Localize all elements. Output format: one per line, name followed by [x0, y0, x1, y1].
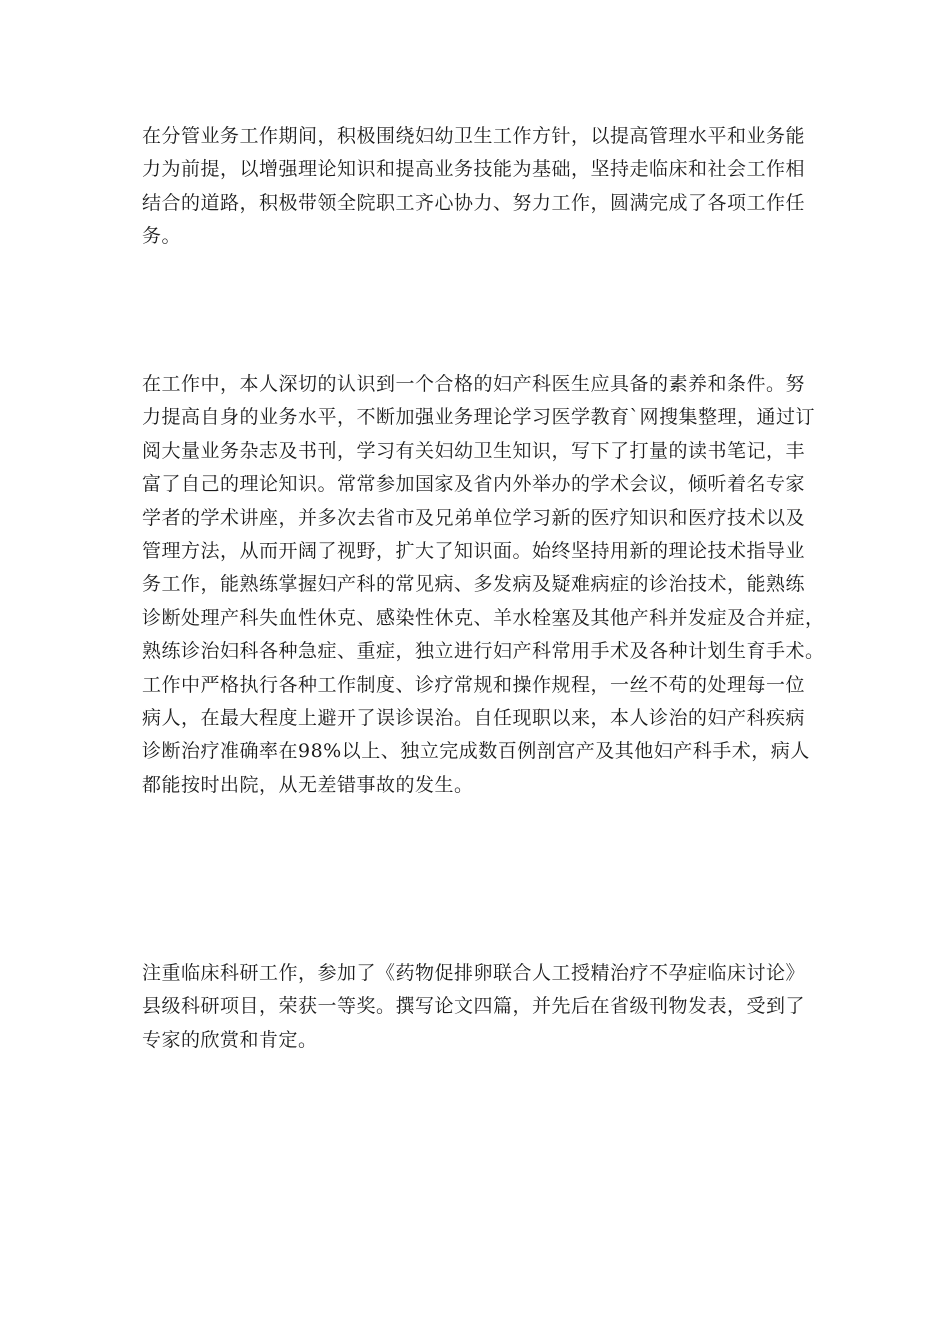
- text-line: 力为前提，以增强理论知识和提高业务技能为基础，坚持走临床和社会工作相: [142, 158, 806, 181]
- text-line: 阅大量业务杂志及书刊，学习有关妇幼卫生知识，写下了打量的读书笔记，丰: [142, 439, 806, 462]
- text-line: 诊断治疗准确率在98%以上、独立完成数百例剖宫产及其他妇产科手术，病人: [142, 740, 810, 763]
- text-line: 在工作中，本人深切的认识到一个合格的妇产科医生应具备的素养和条件。努: [142, 373, 806, 395]
- text-line: 务工作，能熟练掌握妇产科的常见病、多发病及疑难病症的诊治技术，能熟练: [142, 573, 806, 596]
- text-line: 学者的学术讲座，并多次去省市及兄弟单位学习新的医疗知识和医疗技术以及: [142, 506, 806, 529]
- text-line: 熟练诊治妇科各种急症、重症，独立进行妇产科常用手术及各种计划生育手术。: [142, 640, 825, 663]
- text-line: 都能按时出院，从无差错事故的发生。: [142, 773, 474, 796]
- paragraph-management-work: [142, 120, 808, 254]
- paragraph-clinical-research: [142, 957, 808, 1057]
- text-line: 管理方法，从而开阔了视野，扩大了知识面。始终坚持用新的理论技术指导业: [142, 540, 806, 563]
- text-line: 县级科研项目，荣获一等奖。撰写论文四篇，并先后在省级刊物发表，受到了: [142, 995, 806, 1018]
- text-line: 注重临床科研工作，参加了《药物促排卵联合人工授精治疗不孕症临床讨论》: [142, 962, 806, 984]
- text-line: 工作中严格执行各种工作制度、诊疗常规和操作规程，一丝不苟的处理每一位: [142, 673, 806, 696]
- text-line: 务。: [142, 225, 182, 248]
- text-line: 在分管业务工作期间，积极围绕妇幼卫生工作方针，以提高管理水平和业务能: [142, 125, 806, 147]
- text-line: 诊断处理产科失血性休克、感染性休克、羊水栓塞及其他产科并发症及合并症，: [142, 606, 825, 629]
- paragraph-professional-skills: [142, 368, 825, 802]
- text-line: 富了自己的理论知识。常常参加国家及省内外举办的学术会议，倾听着名专家: [142, 473, 806, 496]
- text-line: 力提高自身的业务水平，不断加强业务理论学习医学教育`网搜集整理，通过订: [142, 406, 816, 429]
- text-line: 专家的欣赏和肯定。: [142, 1028, 318, 1051]
- text-line: 结合的道路，积极带领全院职工齐心协力、努力工作，圆满完成了各项工作任: [142, 191, 806, 214]
- text-line: 病人，在最大程度上避开了误诊误治。自任现职以来，本人诊治的妇产科疾病: [142, 707, 806, 730]
